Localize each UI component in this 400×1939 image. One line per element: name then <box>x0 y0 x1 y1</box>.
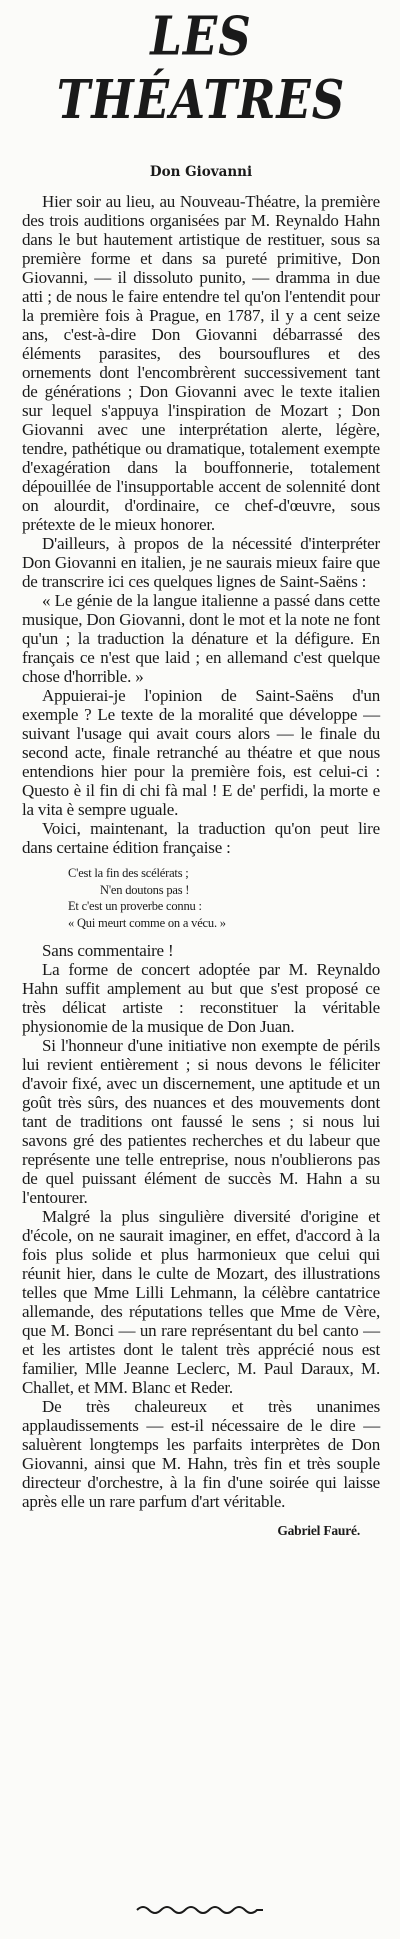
paragraph: Hier soir au lieu, au Nouveau-Théatre, la première des trois auditions organisées par M. Reynaldo Hahn dans le but hautement artistique de restituer, sous sa première forme et dans sa pureté primitive, Don Giovanni, — il dissoluto punito, — dramma in due atti ; de nous le faire entendre tel qu'on l'entendit pour la première fois à Prague, en 1787, il y a cent seize ans, c'est-à-dire Don Giovanni débarrassé des éléments parasites, des boursouflures et des ornements dont l'encombrèrent successivement tant de générations ; Don Giovanni avec le texte italien sur lequel s'appuya l'inspiration de Mozart ; Don Giovanni avec une interprétation alerte, légère, tendre, pathétique ou dramatique, totalement exempte d'exagération dans la bouffonnerie, totalement dépouillée de l'insupportable accent de solennité dont on alourdit, d'ordinaire, ce chef-d'œuvre, sous prétexte de le mieux honorer. <box>22 192 380 534</box>
paragraph: D'ailleurs, à propos de la nécessité d'interpréter Don Giovanni en italien, je ne saurais mieux faire que de transcrire ici ces quelques lignes de Saint-Saëns : <box>22 534 380 591</box>
paragraph: Malgré la plus singulière diversité d'origine et d'école, on ne saurait imaginer, en effet, d'accord à la fois plus solide et plus harmonieux que celui qui réunit hier, dans le culte de Mozart, des illustrations telles que Mme Lilli Lehmann, la célèbre cantatrice allemande, des réputations telles que Mme de Vère, que M. Bonci — un rare représentant du bel canto — et les artistes dont le talent très apprécié nous est familier, Mlle Jeanne Leclerc, M. Paul Daraux, M. Challet, et MM. Blanc et Reder. <box>22 1207 380 1397</box>
section-title: LES THÉATRES <box>56 4 346 131</box>
verse-line: N'en doutons pas ! <box>100 882 190 897</box>
paragraph: Appuierai-je l'opinion de Saint-Saëns d'un exemple ? Le texte de la moralité que développe — suivant l'usage qui avait cours alors — le finale du second acte, finale retranché au théatre et que nous entendions hier pour la première fois, est celui-ci : Questo è il fin di chi fà mal ! E de' perfidi, la morte e la vita è sempre uguale. <box>22 686 380 819</box>
paragraph: Sans commentaire ! <box>42 941 174 960</box>
paragraph: Voici, maintenant, la traduction qu'on peut lire dans certaine édition française : <box>22 819 380 857</box>
quotation: « Le génie de la langue italienne a passé dans cette musique, Don Giovanni, dont le mot et la note ne font qu'un ; la traduction la dénature et la défigure. En français ce n'est que laid ; en allemand c'est quelque chose d'horrible. » <box>22 591 380 686</box>
verse-line: C'est la fin des scélérats ; <box>68 866 189 880</box>
author-signature: Gabriel Fauré. <box>277 1523 360 1538</box>
paragraph: La forme de concert adoptée par M. Reynaldo Hahn suffit amplement au but que s'est proposé ce très délicat artiste : reconstituer la véritable physionomie de la musique de Don Juan. <box>22 960 380 1036</box>
paragraph: Si l'honneur d'une initiative non exempte de périls lui revient entièrement ; si nous devons le féliciter d'avoir fixé, avec un discernement, une aptitude et un goût très sûrs, des nuances et des mouvements dont tant de traditions ont faussé le sens ; si nous lui savons gré des patientes recherches et du labeur que représente une telle entreprise, nous n'oublierons pas de quel puissant élément de succès M. Hahn a su l'entourer. <box>22 1036 380 1207</box>
article-body <box>22 192 380 1539</box>
wave-divider-icon <box>135 1903 265 1917</box>
verse-line: « Qui meurt comme on a vécu. » <box>68 915 226 930</box>
paragraph: De très chaleureux et très unanimes applaudissements — est-il nécessaire de le dire — saluèrent longtemps les parfaits interprètes de Don Giovanni, ainsi que M. Hahn, très fin et très souple directeur d'orchestre, à la fin d'une soirée qui laisse après elle un rare parfum d'art véritable. <box>22 1397 380 1511</box>
verse-quotation <box>22 865 380 931</box>
verse-line: Et c'est un proverbe connu : <box>68 899 202 913</box>
ornamental-divider <box>0 1903 400 1917</box>
article-title: Don Giovanni <box>149 164 253 180</box>
